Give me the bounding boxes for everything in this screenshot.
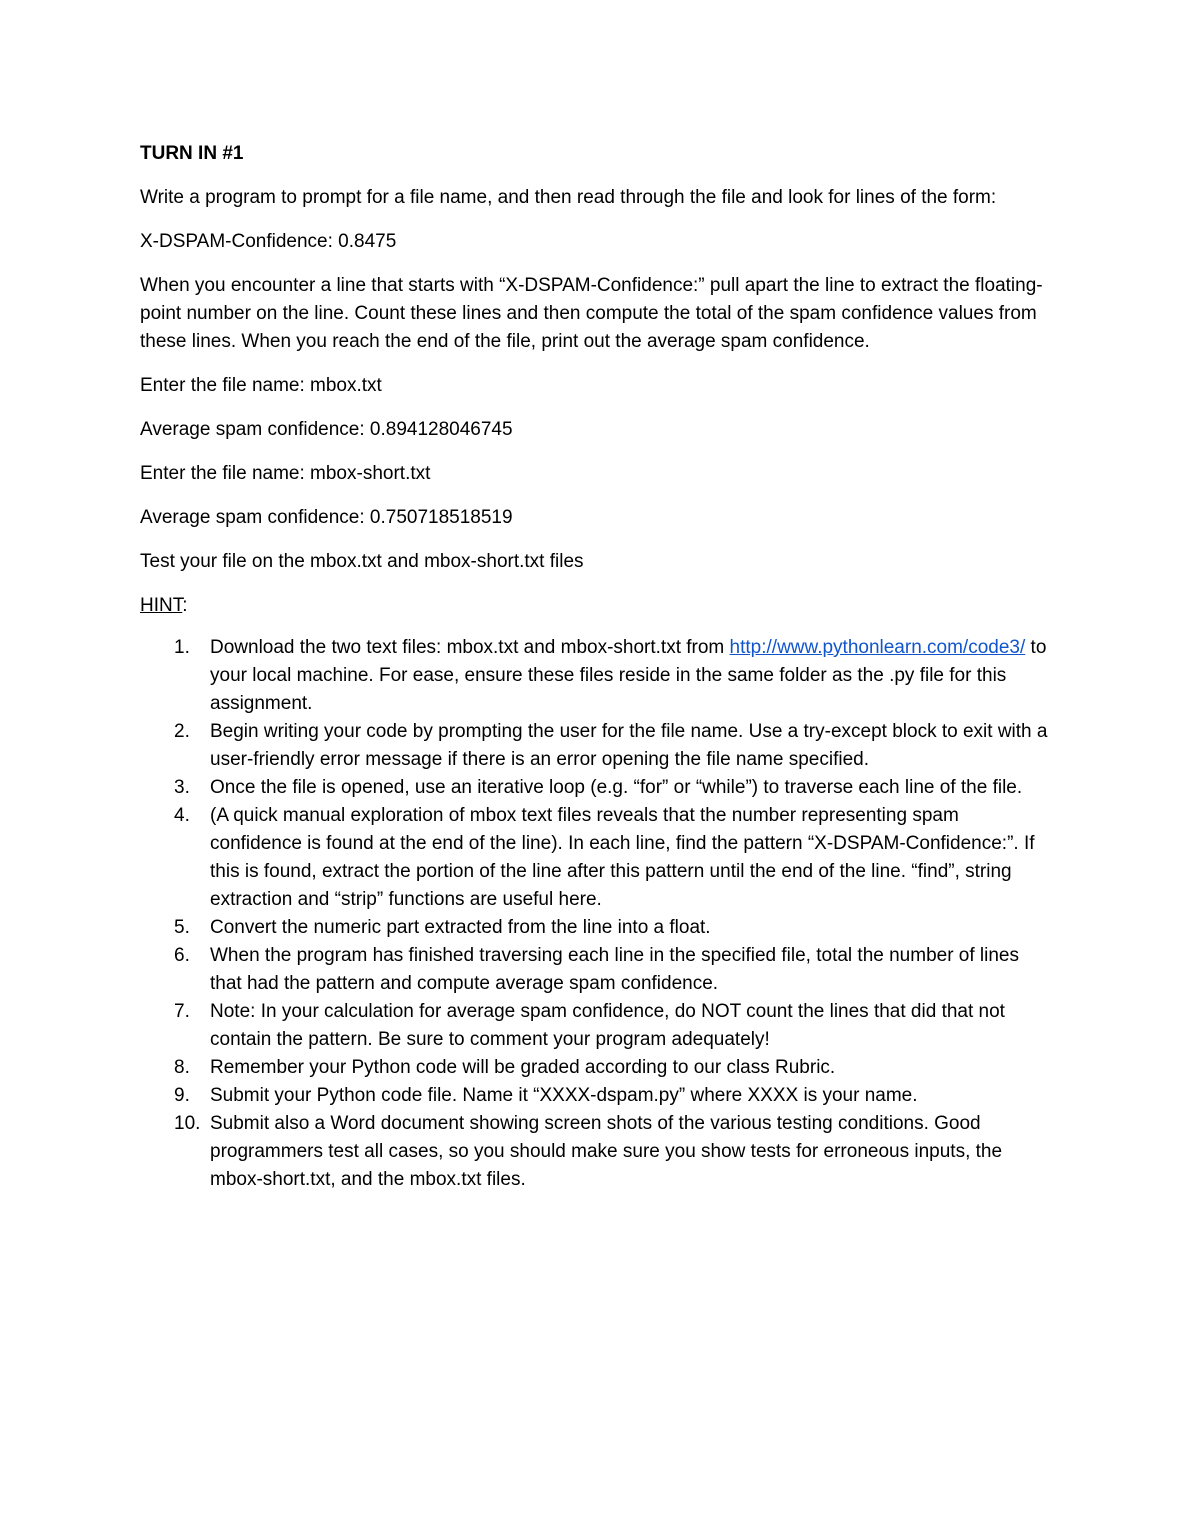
sample-line: X-DSPAM-Confidence: 0.8475: [140, 231, 397, 252]
step-text: Submit also a Word document showing screen shots of the various testing conditions. Good programmers test all cases, so you should make sure you show tests for erroneous inputs, the mbox-short.txt, and the mbox.txt files.: [210, 1113, 1003, 1190]
list-number: 2.: [174, 721, 190, 742]
list-number: 8.: [174, 1057, 190, 1078]
list-item: [140, 802, 1055, 914]
step-text-continued: to your local machine. For ease, ensure these files reside in the same folder as the .py file for this assignment.: [210, 637, 1047, 714]
list-item: [140, 914, 1055, 942]
step-text: When the program has finished traversing each line in the specified file, total the number of lines that had the pattern and compute average spam confidence.: [210, 945, 1020, 994]
list-number: 9.: [174, 1085, 190, 1106]
example2-prompt: Enter the file name: mbox-short.txt: [140, 463, 431, 484]
document-page: [140, 140, 1055, 1194]
list-item: [140, 1082, 1055, 1110]
step-text: Note: In your calculation for average spam confidence, do NOT count the lines that did that not contain the pattern. Be sure to comment your program adequately!: [210, 1001, 1005, 1050]
list-item: [140, 1054, 1055, 1082]
list-number: 1.: [174, 637, 190, 658]
list-number: 10.: [174, 1113, 201, 1134]
step-text: Remember your Python code will be graded according to our class Rubric.: [210, 1057, 836, 1078]
step-text: (A quick manual exploration of mbox text files reveals that the number representing spam confidence is found at the end of the line). In each line, find the pattern “X-DSPAM-Confidence:”. If this is found, extract the portion of the line after this pattern until the end of the line. “find”, string extraction and “strip” functions are useful here.: [210, 805, 1035, 910]
list-number: 6.: [174, 945, 190, 966]
list-item: [140, 774, 1055, 802]
step-text: Submit your Python code file. Name it “XXXX-dspam.py” where XXXX is your name.: [210, 1085, 918, 1106]
assignment-heading: TURN IN #1: [140, 143, 244, 164]
example1-prompt: Enter the file name: mbox.txt: [140, 375, 382, 396]
description-paragraph: When you encounter a line that starts with “X-DSPAM-Confidence:” pull apart the line to extract the floating-point number on the line. Count these lines and then compute the total of the spam confidence values from these lines. When you reach the end of the file, print out the average spam confidence.: [140, 275, 1043, 352]
intro-paragraph: Write a program to prompt for a file name, and then read through the file and look for lines of the form:: [140, 187, 997, 208]
list-number: 3.: [174, 777, 190, 798]
test-note: Test your file on the mbox.txt and mbox-short.txt files: [140, 551, 584, 572]
step-text: Download the two text files: mbox.txt and mbox-short.txt from: [210, 637, 730, 658]
list-item: [140, 718, 1055, 774]
list-item: [140, 1110, 1055, 1194]
hint-steps-list: [140, 634, 1055, 1194]
step-text: Once the file is opened, use an iterative loop (e.g. “for” or “while”) to traverse each line of the file.: [210, 777, 1023, 798]
pythonlearn-link[interactable]: http://www.pythonlearn.com/code3/: [729, 637, 1026, 658]
list-item: [140, 998, 1055, 1054]
list-number: 4.: [174, 805, 190, 826]
hint-label: HINT: [140, 595, 183, 616]
step-text: Convert the numeric part extracted from the line into a float.: [210, 917, 711, 938]
step-text: Begin writing your code by prompting the user for the file name. Use a try-except block to exit with a user-friendly error message if there is an error opening the file name specified.: [210, 721, 1048, 770]
hint-colon: :: [182, 595, 188, 616]
list-number: 7.: [174, 1001, 190, 1022]
example1-result: Average spam confidence: 0.894128046745: [140, 419, 513, 440]
list-number: 5.: [174, 917, 190, 938]
example2-result: Average spam confidence: 0.750718518519: [140, 507, 513, 528]
hint-heading: [140, 592, 1055, 620]
list-item: [140, 942, 1055, 998]
list-item: [140, 634, 1055, 718]
